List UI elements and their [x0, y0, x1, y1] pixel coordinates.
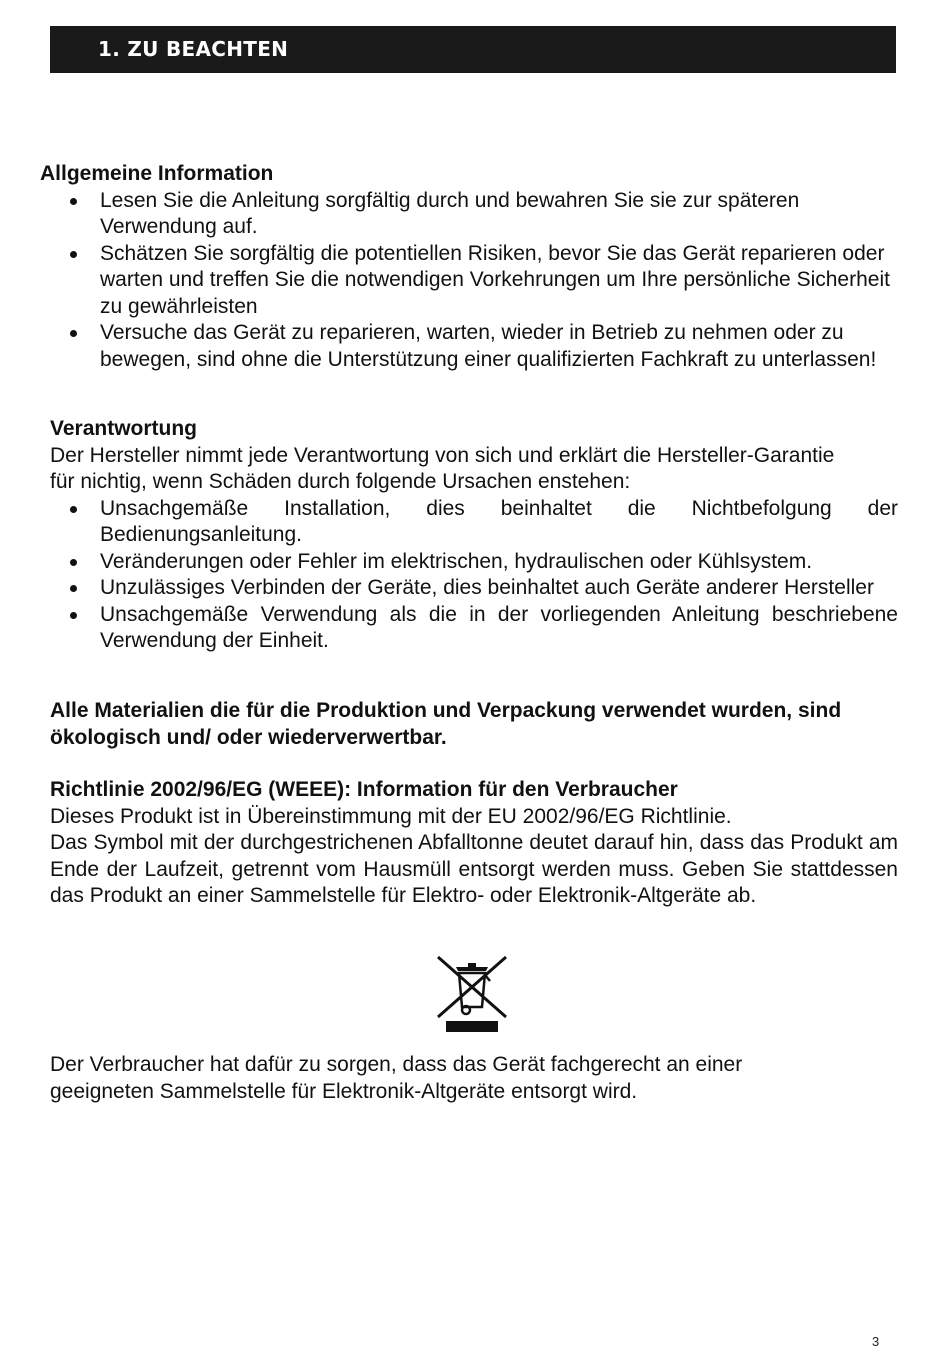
list-item-text: Schätzen Sie sorgfältig die potentiellen Risiken, bevor Sie das Gerät reparieren oder warten und treffen Sie die notwendigen Vorkehrungen um Ihre persönliche Sicherheit zu gewährleisten: [100, 241, 890, 318]
responsibility-heading: Verantwortung: [50, 417, 198, 440]
weee-paragraph: Das Symbol mit der durchgestrichenen Abfalltonne deutet darauf hin, dass das Produkt am Ende der Laufzeit, getrennt vom Hausmüll entsorgt werden muss. Geben Sie stattdessen das Produkt an einer Sammelstelle für Elektro- oder Elektronik-Altgeräte ab.: [50, 831, 898, 907]
list-item: [50, 496, 898, 549]
weee-heading: Richtlinie 2002/96/EG (WEEE): Information für den Verbraucher: [50, 778, 678, 801]
responsibility-section: [50, 416, 898, 655]
weee-compliance-line: Dieses Produkt ist in Übereinstimmung mit der EU 2002/96/EG Richtlinie.: [50, 804, 732, 828]
list-item: [50, 241, 898, 321]
general-information-section: [40, 161, 898, 373]
list-item: [50, 549, 898, 576]
weee-closing: [50, 1052, 898, 1105]
bullet-icon: [70, 559, 77, 566]
weee-closing-text: Der Verbraucher hat dafür zu sorgen, dass das Gerät fachgerecht an einer geeigneten Sammelstelle für Elektronik-Altgeräte entsorgt wird.: [50, 1053, 743, 1103]
bullet-icon: [70, 612, 77, 619]
responsibility-intro: Der Hersteller nimmt jede Verantwortung von sich und erklärt die Hersteller-Garantie für nichtig, wenn Schäden durch folgende Ursachen enstehen:: [50, 443, 835, 493]
list-item: [50, 320, 898, 373]
page-number: 3: [872, 1334, 880, 1349]
list-item-text: Versuche das Gerät zu reparieren, warten, wieder in Betrieb zu nehmen oder zu bewegen, sind ohne die Unterstützung einer qualifizierten Fachkraft zu unterlassen!: [100, 321, 877, 371]
bullet-icon: [70, 506, 77, 513]
responsibility-list: [50, 496, 898, 655]
bullet-icon: [70, 585, 77, 592]
list-item: [50, 602, 898, 655]
list-item-text: Unzulässiges Verbinden der Geräte, dies beinhaltet auch Geräte anderer Hersteller: [100, 576, 874, 599]
list-item-text: Unsachgemäße Verwendung als die in der vorliegenden Anleitung beschriebene Verwendung der Einheit.: [100, 602, 898, 652]
list-item-text: Veränderungen oder Fehler im elektrischen, hydraulischen oder Kühlsystem.: [100, 549, 813, 573]
weee-section: [50, 777, 898, 910]
general-information-heading: Allgemeine Information: [40, 162, 274, 185]
list-item: [50, 188, 898, 241]
general-information-list: [40, 188, 898, 374]
materials-note-text: Alle Materialien die für die Produktion und Verpackung verwendet wurden, sind ökologisch und/ oder wiederverwertbar.: [50, 699, 842, 749]
bullet-icon: [70, 251, 77, 258]
section-title: 1. ZU BEACHTEN: [98, 37, 289, 61]
list-item-text: Lesen Sie die Anleitung sorgfältig durch und bewahren Sie sie zur späteren Verwendung auf.: [100, 188, 800, 238]
crossed-out-wheelie-bin-icon: [436, 955, 508, 1035]
bullet-icon: [70, 198, 77, 205]
materials-note: [50, 698, 890, 751]
list-item: [50, 575, 898, 602]
bullet-icon: [70, 330, 77, 337]
list-item-text: Unsachgemäße Installation, dies beinhaltet die Nichtbefolgung der Bedienungsanleitung.: [100, 496, 898, 546]
section-header-bar: [50, 26, 896, 73]
